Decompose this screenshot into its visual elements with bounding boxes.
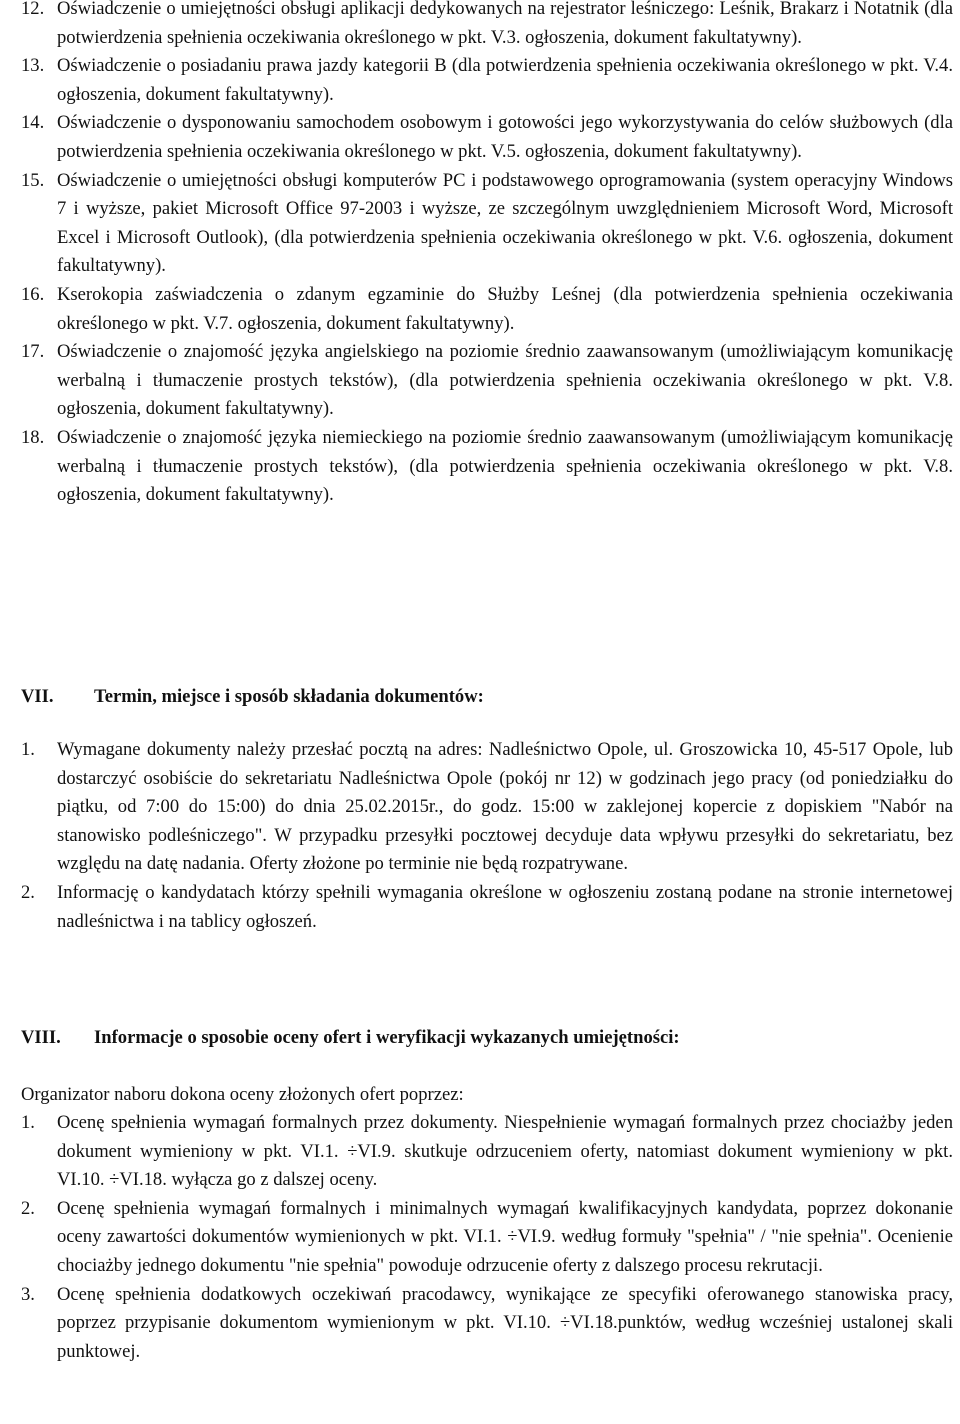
list-item (21, 1109, 953, 1195)
document-list-continued (21, 0, 953, 510)
item-number: 16. (21, 283, 45, 305)
item-number: 3. (21, 1283, 35, 1305)
item-number: 12. (21, 0, 45, 19)
section-intro: Organizator naboru dokona oceny złożonych ofert poprzez: (21, 1084, 464, 1105)
list-item (21, 736, 953, 879)
item-text: Oświadczenie o posiadaniu prawa jazdy kategorii B (dla potwierdzenia spełnienia oczekiwania określonego w pkt. V.4. ogłoszenia, dokument fakultatywny). (57, 55, 953, 105)
list-item (21, 1195, 953, 1281)
list-item (21, 1281, 953, 1367)
list-item (21, 167, 953, 281)
item-text: Ocenę spełnienia dodatkowych oczekiwań pracodawcy, wynikające ze specyfiki oferowanego stanowiska pracy, poprzez przypisanie dokumentom wymienionym w pkt. VI.10. ÷VI.18.punktów, według wcześniej ustalonej skali punktowej. (57, 1283, 953, 1362)
item-text: Kserokopia zaświadczenia o zdanym egzaminie do Służby Leśnej (dla potwierdzenia spełnienia oczekiwania określonego w pkt. V.7. ogłoszenia, dokument fakultatywny). (57, 283, 953, 334)
section-title: Informacje o sposobie oceny ofert i weryfikacji wykazanych umiejętności: (94, 1027, 680, 1048)
list-item (21, 338, 953, 424)
item-number: 17. (21, 341, 45, 363)
item-text: Ocenę spełnienia wymagań formalnych i minimalnych wymagań kwalifikacyjnych kandydata, poprzez dokonanie oceny zawartości dokumentów wymienionych w pkt. VI.1. ÷VI.9. według formuły "spełnia" / "nie spełnia". Ocenienie chociażby jednego dokumentu "nie spełnia" powoduje odrzucenie oferty z dalszego procesu rekrutacji. (57, 1197, 953, 1276)
item-text: Informację o kandydatach którzy spełnili wymagania określone w ogłoszeniu zostaną podane na stronie internetowej nadleśnictwa i na tablicy ogłoszeń. (57, 881, 953, 932)
section-viii-list (21, 1109, 953, 1366)
section-heading-viii (21, 1024, 953, 1053)
item-text: Oświadczenie o umiejętności obsługi komputerów PC i podstawowego oprogramowania (system operacyjny Windows 7 i wyższe, pakiet Microsoft Office 97-2003 i wyższe, ze szczególnym uwzględnieniem Microsoft Word, Microsoft Excel i Microsoft Outlook), (dla potwierdzenia spełnienia oczekiwania określonego w pkt. V.6. ogłoszenia, dokument fakultatywny). (57, 169, 953, 277)
list-item (21, 52, 953, 109)
item-text: Ocenę spełnienia wymagań formalnych przez dokumenty. Niespełnienie wymagań formalnych przez chociażby jeden dokument wymieniony w pkt. VI.1. ÷VI.9. skutkuje odrzuceniem oferty, natomiast dokument wymieniony w pkt. VI.10. ÷VI.18. wyłącza go z dalszej oceny. (57, 1112, 953, 1191)
section-number: VII. (21, 686, 54, 707)
section-vii-list (21, 736, 953, 936)
list-item (21, 879, 953, 936)
section-number: VIII. (21, 1027, 61, 1048)
item-number: 1. (21, 1112, 35, 1133)
list-item (21, 281, 953, 338)
list-item (21, 0, 953, 52)
item-number: 18. (21, 426, 45, 448)
item-number: 2. (21, 881, 35, 903)
section-heading-vii (21, 683, 953, 712)
item-number: 13. (21, 55, 45, 77)
item-text: Oświadczenie o znajomość języka niemieckiego na poziomie średnio zaawansowanym (umożliwiającym komunikację werbalną i tłumaczenie prostych tekstów), (dla potwierdzenia spełnienia oczekiwania określonego w pkt. V.8. ogłoszenia, dokument fakultatywny). (57, 426, 953, 506)
item-number: 2. (21, 1197, 35, 1219)
item-text: Oświadczenie o umiejętności obsługi aplikacji dedykowanych na rejestrator leśniczego: Leśnik, Brakarz i Notatnik (dla potwierdzenia spełnienia oczekiwania określonego w pkt. V.3. ogłoszenia, dokument fakultatywny). (57, 0, 953, 48)
item-number: 15. (21, 169, 45, 191)
list-item (21, 109, 953, 166)
item-number: 1. (21, 739, 35, 760)
item-text: Oświadczenie o znajomość języka angielskiego na poziomie średnio zaawansowanym (umożliwiającym komunikację werbalną i tłumaczenie prostych tekstów), (dla potwierdzenia spełnienia oczekiwania określonego w pkt. V.8. ogłoszenia, dokument fakultatywny). (57, 341, 953, 420)
list-item (21, 424, 953, 510)
section-title: Termin, miejsce i sposób składania dokumentów: (94, 686, 484, 707)
item-number: 14. (21, 112, 45, 134)
item-text: Oświadczenie o dysponowaniu samochodem osobowym i gotowości jego wykorzystywania do celów służbowych (dla potwierdzenia spełnienia oczekiwania określonego w pkt. V.5. ogłoszenia, dokument fakultatywny). (57, 112, 953, 162)
item-text: Wymagane dokumenty należy przesłać pocztą na adres: Nadleśnictwo Opole, ul. Groszowicka 10, 45-517 Opole, lub dostarczyć osobiście do sekretariatu Nadleśnictwa Opole (pokój nr 12) w godzinach jego pracy (od poniedziałku do piątku, od 7:00 do 15:00) do dnia 25.02.2015r., do godz. 15:00 w zaklejonej kopercie z dopiskiem "Nabór na stanowisko podleśniczego". W przypadku przesyłki pocztowej decyduje data wpływu przesyłki do sekretariatu, bez względu na datę nadania. Oferty złożone po terminie nie będą rozpatrywane. (57, 739, 953, 875)
